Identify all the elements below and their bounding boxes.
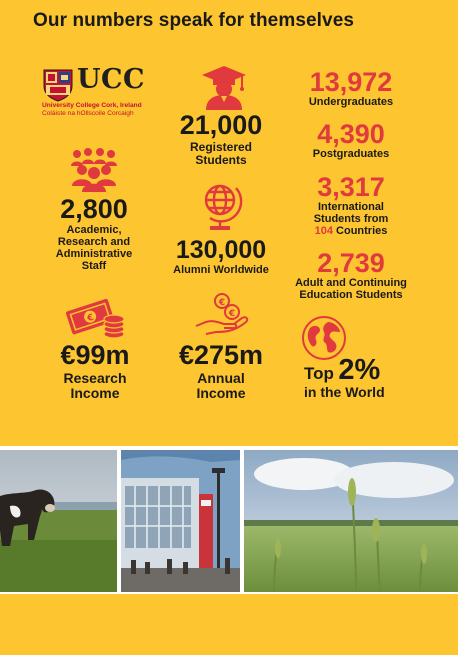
research-income-label-2: Income xyxy=(70,385,120,402)
ucc-wordmark: UCC xyxy=(77,64,146,95)
registered-students-value: 21,000 xyxy=(179,110,263,140)
ranking-stat xyxy=(304,356,414,400)
registered-students-label-1: Registered xyxy=(189,140,253,154)
globe-stand-icon xyxy=(198,180,244,232)
registered-students-label-2: Students xyxy=(195,152,247,167)
international-label-3 xyxy=(296,226,406,238)
page-title: Our numbers speak for themselves xyxy=(33,10,355,31)
registered-students-stat xyxy=(160,112,282,167)
adult-education-label-2: Education Students xyxy=(299,288,403,301)
annual-income-value: €275m xyxy=(178,340,264,370)
alumni-label: Alumni Worldwide xyxy=(173,264,269,276)
svg-text:€: € xyxy=(218,298,226,308)
staff-label-1: Academic, xyxy=(66,224,122,236)
staff-label-3: Administrative xyxy=(55,247,133,260)
staff-label-2: Research and xyxy=(57,235,131,248)
adult-education-stat xyxy=(288,250,414,302)
annual-income-stat xyxy=(158,342,284,401)
footer-band xyxy=(0,594,458,655)
crest-icon xyxy=(42,68,74,102)
photo-strip xyxy=(0,446,458,594)
staff-stat xyxy=(38,196,150,273)
postgraduates-stat xyxy=(296,121,406,161)
alumni-value: 130,000 xyxy=(175,236,267,264)
wheat-field-photo xyxy=(244,450,458,592)
undergraduates-stat xyxy=(296,69,406,109)
ranking-label: in the World xyxy=(304,384,385,400)
staff-label-4: Staff xyxy=(81,259,107,272)
research-income-value: €99m xyxy=(60,340,130,370)
logo-line-irish: Coláiste na hOllscoile Corcaigh xyxy=(42,110,134,117)
graduate-icon xyxy=(198,64,250,110)
ranking-prefix: Top xyxy=(304,364,334,383)
ranking-value: 2% xyxy=(338,354,381,386)
svg-text:€: € xyxy=(86,312,96,325)
alumni-stat xyxy=(158,238,284,277)
undergraduates-value: 13,972 xyxy=(309,67,393,97)
people-group-icon xyxy=(68,146,120,192)
undergraduates-label: Undergraduates xyxy=(308,96,394,108)
research-income-label-1: Research xyxy=(63,370,127,386)
annual-income-label-2: Income xyxy=(196,385,246,402)
ucc-logo xyxy=(42,64,150,120)
annual-income-label-1: Annual xyxy=(197,370,245,386)
postgraduates-value: 4,390 xyxy=(317,119,385,149)
hand-euro-coins-icon xyxy=(194,292,250,340)
countries-count: 104 xyxy=(314,224,333,237)
postgraduates-label: Postgraduates xyxy=(312,148,390,160)
countries-label: Countries xyxy=(336,224,388,237)
international-label-1: International xyxy=(317,201,384,213)
international-stat xyxy=(296,174,406,238)
campus-building-photo xyxy=(121,450,240,592)
cow-in-field-photo xyxy=(0,450,117,592)
logo-line-english: University College Cork, Ireland xyxy=(42,102,142,109)
international-label-2: Students from xyxy=(313,212,389,225)
research-income-stat xyxy=(40,342,150,401)
svg-text:€: € xyxy=(228,309,236,319)
adult-education-value: 2,739 xyxy=(317,248,385,278)
international-value: 3,317 xyxy=(317,172,385,202)
adult-education-label-1: Adult and Continuing xyxy=(295,277,407,289)
euro-notes-coins-icon xyxy=(64,294,126,340)
staff-value: 2,800 xyxy=(60,194,128,224)
